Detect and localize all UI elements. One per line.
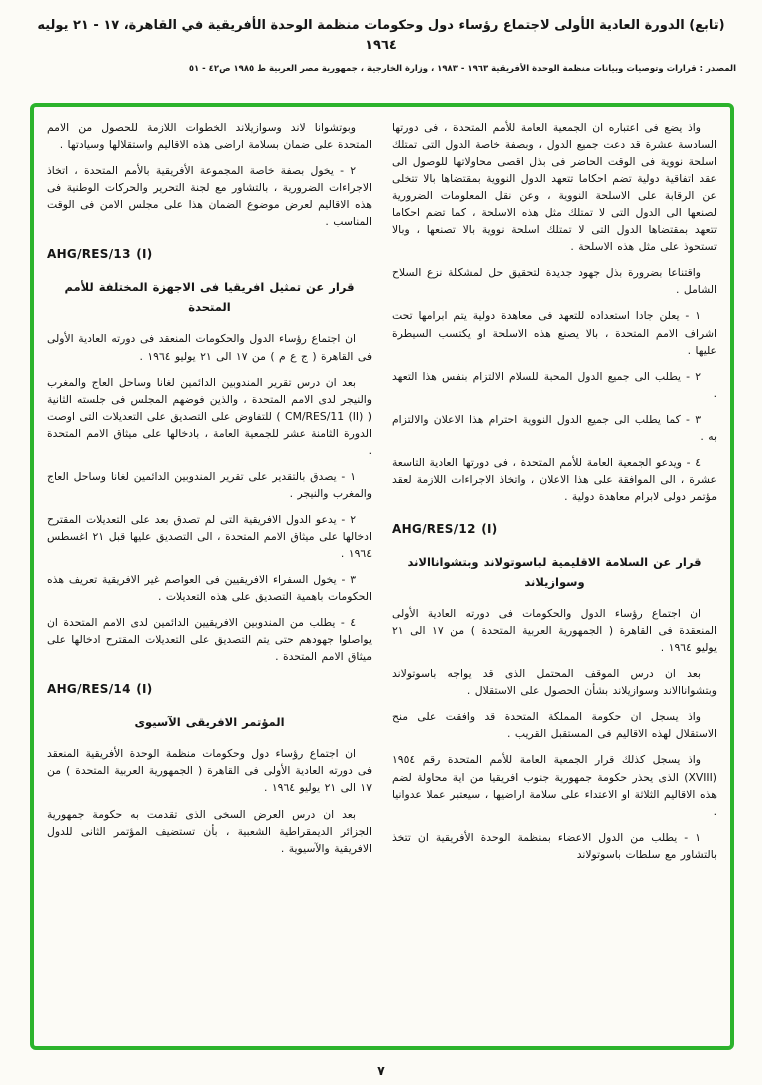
content-border-box [30,103,734,1050]
resolution-code: AHG/RES/12 (I) [392,521,498,536]
page-footer [0,1063,762,1078]
paragraph: ١ - يعلن جادا استعداده للتعهد فى معاهدة دولية يتم ابرامها تحت اشراف الامم المتحدة ، بالا يصنع هذه الاسلحة او يكتسب السيطرة عليها . [392,309,717,357]
page-header [0,16,762,74]
paragraph: واقتناعا بضرورة بذل جهود جديدة لتحقيق حل لمشكلة نزع السلاح الشامل . [392,266,717,297]
paragraph: ٤ - يطلب من المندوبين الافريقيين الدائمين لدى الامم المتحدة ان يواصلوا جهودهم حتى يتم التصديق على التعديلات المقترح ادخالها على ميثاق الامم المتحدة . [47,616,372,664]
resolution-title: المؤتمر الافريقى الآسيوى [134,715,285,730]
resolution-code: AHG/RES/13 (I) [47,247,153,262]
paragraph: بعد ان درس العرض السخى الذى تقدمت به حكومة جمهورية الجزائر الديمقراطية الشعبية ، بأن تستضيف المؤتمر الثانى للدول الافريقية والآسيوية . [47,807,372,855]
paragraph: ٢ - يطلب الى جميع الدول المحبة للسلام الالتزام بنفس هذا التعهد . [392,369,717,400]
paragraph: واذ يضع فى اعتباره ان الجمعية العامة للأمم المتحدة ، فى دورتها السادسة عشرة قد دعت جميع الدول ، وبصفة خاصة الدول التى تمتلك اسلحة نووية فى الوقت الحاضر فى بذل اقصى محاولاتها للوصول الى عقد اتفاقية دولية تضم احكاما تتعهد الدول النووية بمقتضاها بالا تتخلى عن الرقابة على الاسلحة النووية ، وعن نقل المعلومات الضرورية لصنعها الى الدول التى لا تمتلك مثل هذه الاسلحة ، كما تضم احكاما تتعهد بمقتضاها الدول التى لا تمتلك اسلحة نووية بالا تصنعها ، وبالا تستحوذ على مثل هذه الاسلحة . [392,121,717,254]
paragraph: ١ - يصدق بالتقدير على تقرير المندوبين الدائمين لغانا وساحل العاج والمغرب والنيجر . [47,469,372,500]
paragraph: ان اجتماع رؤساء الدول والحكومات فى دورته العادية الأولى المنعقدة فى القاهرة ( الجمهورية العربية المتحدة ) من ١٧ الى ٢١ يوليو ١٩٦٤ . [392,607,717,655]
paragraph: ٢ - يخول بصفة خاصة المجموعة الأفريقية بالأمم المتحدة ، اتخاذ الاجراءات الضرورية ، بالتشاور مع لجنة التحرير والحركات الوطنية فى هذه الاقاليم لعرض موضوع الضمان هذا على مجلس الامن فى الوقت المناسب . [47,164,372,229]
resolution-title: قرار عن تمثيل افريقيا فى الاجهزة المختلفة للأمم المتحدة [64,280,355,315]
paragraph: وبوتشوانا لاند وسوازيلاند الخطوات اللازمة للحصول من الامم المتحدة على ضمان بسلامة اراضى هذه الاقاليم واستقلالها وسيادتها . [47,121,372,152]
document-title: (تابع) الدورة العادية الأولى لاجتماع رؤساء دول وحكومات منظمة الوحدة الأفريقية في القاهرة، ١٧ - ٢١ يوليه ١٩٦٤ [37,18,725,53]
paragraph: بعد ان درس الموقف المحتمل الذى قد يواجه باسوتولاند وبتشواناالاند وسوازيلاند بشأن الحصول على الاستقلال . [392,667,717,698]
resolution-code: AHG/RES/14 (I) [47,682,153,697]
paragraph: بعد ان درس تقرير المندوبين الدائمين لغانا وساحل العاج والمغرب والنيجر لدى الامم المتحدة ، والذين فوضهم المجلس فى جلسته الثانية ( CM/RES/11 (II) ) للتفاوض على التصديق على التعديلات التى اوصت الدورة الثامنة عشر للجمعية العامة ، بادخالها على ميثاق الامم المتحدة . [47,375,372,457]
paragraph: واذ يسجل كذلك قرار الجمعية العامة للأمم المتحدة رقم ١٩٥٤ (XVIII) الذى يحذر حكومة جمهورية جنوب افريقيا من اية محاولة لضم هذه الاقاليم الثلاثة او الاعتداء على سلامة اراضيها ، سيعتبر عملا عدوانيا . [392,753,717,818]
right-column [392,119,717,1034]
paragraph: ان اجتماع رؤساء دول وحكومات منظمة الوحدة الأفريقية المنعقد فى دورته العادية الأولى فى القاهرة ( الجمهورية العربية المتحدة ) من ١٧ الى ٢١ يوليو ١٩٦٤ . [47,747,372,795]
paragraph: واذ يسجل ان حكومة المملكة المتحدة قد وافقت على منح الاستقلال لهذه الاقاليم فى المستقبل القريب . [392,710,717,741]
resolution-title: قرار عن السلامة الاقليمية لباسوتولاند وبتشواناالاند وسوازيلاند [407,554,702,590]
paragraph: ٣ - يخول السفراء الافريقيين فى العواصم غير الافريقية تعريف هذه الحكومات باهمية التصديق على هذه التعديلات . [47,573,372,604]
source-line: المصدر : قرارات وتوصيات وبيانات منظمة الوحدة الأفريقية ١٩٦٣ - ١٩٨٣ ، وزارة الخارجية ، جمهورية مصر العربية ط ١٩٨٥ ص٤٢ - ٥١ [188,64,736,74]
paragraph: ١ - يطلب من الدول الاعضاء بمنظمة الوحدة الأفريقية ان تتخذ بالتشاور مع سلطات باسوتولاند [392,830,717,861]
paragraph: ان اجتماع رؤساء الدول والحكومات المنعقد فى دورته العادية الأولى فى القاهرة ( ج ع م ) من ١٧ الى ٢١ يوليو ١٩٦٤ . [47,332,372,363]
page-number: ٧ [377,1063,385,1078]
paragraph: ٤ - ويدعو الجمعية العامة للأمم المتحدة ، فى دورتها العادية التاسعة عشرة ، الى الموافقة على هذا الاعلان ، واتخاذ الاجراءات اللازمة لعقد مؤتمر دولى لابرام معاهدة دولية . [392,455,717,503]
paragraph: ٢ - يدعو الدول الافريقية التى لم تصدق بعد على التعديلات المقترح ادخالها على ميثاق الامم المتحدة ، الى التصديق عليها قبل ٢١ اغسطس ١٩٦٤ . [47,512,372,560]
two-column-layout [47,119,717,1034]
left-column [47,119,372,1034]
paragraph: ٣ - كما يطلب الى جميع الدول النووية احترام هذا الاعلان والالتزام به . [392,412,717,443]
